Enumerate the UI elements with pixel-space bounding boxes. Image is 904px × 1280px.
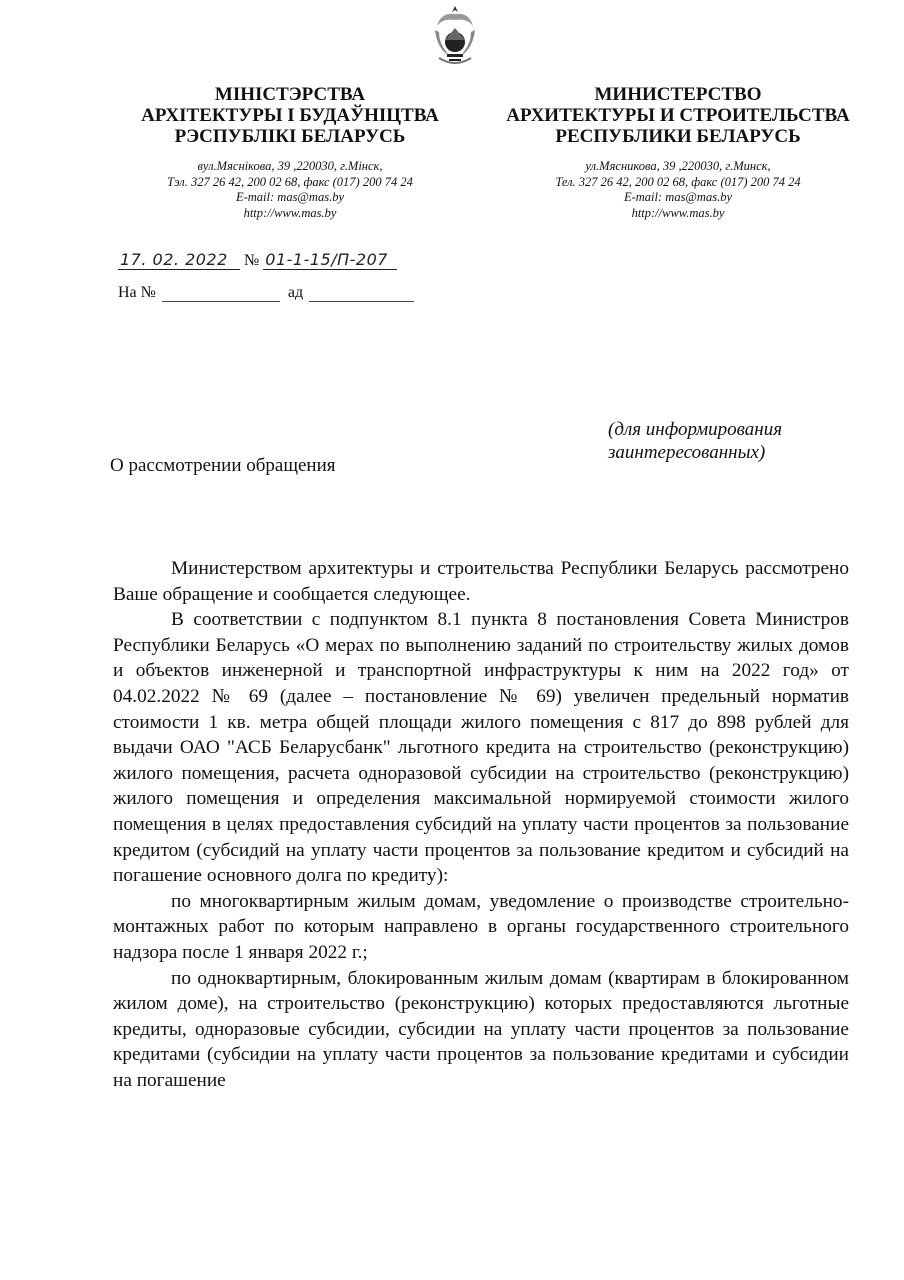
- ministry-address-ru: ул.Мясникова, 39 ,220030, г.Минск, Тел. 327 26 42, 200 02 68, факс (017) 200 74 24 E-mail: mas@mas.by http://www.mas.by: [478, 159, 878, 221]
- registration-line: [118, 246, 397, 270]
- addressee-note: (для информирования заинтересованных): [608, 419, 783, 463]
- ministry-name-be: МІНІСТЭРСТВА АРХІТЕКТУРЫ І БУДАЎНІЦТВА РЭСПУБЛІКІ БЕЛАРУСЬ: [141, 84, 439, 147]
- reference-line: [118, 280, 414, 302]
- email-ru: E-mail: mas@mas.by: [623, 190, 732, 204]
- state-emblem-icon: [431, 4, 479, 70]
- paragraph: по многоквартирным жилым домам, уведомление о производстве строительно-монтажных работ по которым направлено в органы государственного строительного надзора после 1 января 2022 г.;: [113, 890, 849, 963]
- letter-subject: О рассмотрении обращения: [110, 455, 336, 476]
- letter-body: [113, 556, 849, 1093]
- registration-number: 01-1-15/П-207: [263, 250, 397, 270]
- number-sign: №: [244, 252, 260, 269]
- website-ru: http://www.mas.by: [631, 205, 725, 220]
- reference-date-blank: [309, 287, 414, 302]
- ministry-header-belarusian: [110, 84, 470, 221]
- reference-label: На №: [118, 284, 156, 301]
- ministry-name-ru: МИНИСТЕРСТВО АРХИТЕКТУРЫ И СТРОИТЕЛЬСТВА РЕСПУБЛИКИ БЕЛАРУСЬ: [506, 84, 850, 147]
- reference-from-label: ад: [287, 284, 304, 301]
- ministry-header-russian: [478, 84, 878, 221]
- paragraph: В соответствии с подпунктом 8.1 пункта 8 постановления Совета Министров Республики Беларусь «О мерах по выполнению заданий по строительству жилых домов и объектов инженерной и транспортной инфраструктуры к ним на 2022 год» от 04.02.2022 № 69 (далее – постановление № 69) увеличен предельный норматив стоимости 1 кв. метра общей площади жилого помещения с 817 до 898 рублей для выдачи ОАО "АСБ Беларусбанк" льготного кредита на строительство (реконструкцию) жилого помещения, расчета одноразовой субсидии на строительство (реконструкцию) жилого помещения и определения максимальной нормируемой стоимости жилого помещения в целях предоставления субсидий на уплату части процентов за пользование кредитом (субсидий на уплату части процентов за пользование кредитом и субсидий на погашение основного долга по кредиту):: [113, 609, 849, 887]
- reference-number-blank: [162, 287, 280, 302]
- paragraph: Министерством архитектуры и строительства Республики Беларусь рассмотрено Ваше обращение и сообщается следующее.: [113, 558, 849, 605]
- ministry-address-be: вул.Мяснікова, 39 ,220030, г.Мінск, Тэл. 327 26 42, 200 02 68, факс (017) 200 74 24 E-mail: mas@mas.by http://www.mas.by: [110, 159, 470, 221]
- paragraph: по одноквартирным, блокированным жилым домам (квартирам в блокированном жилом доме), на строительство (реконструкцию) которых предоставляются льготные кредиты, одноразовые субсидии, субсидии на уплату части процентов за пользование кредитами (субсидии на уплату части процентов за пользование кредитами и субсидии на погашение: [113, 967, 849, 1091]
- website-be: http://www.mas.by: [243, 205, 337, 220]
- email-be: E-mail: mas@mas.by: [235, 190, 344, 204]
- registration-date: 17. 02. 2022: [118, 250, 240, 270]
